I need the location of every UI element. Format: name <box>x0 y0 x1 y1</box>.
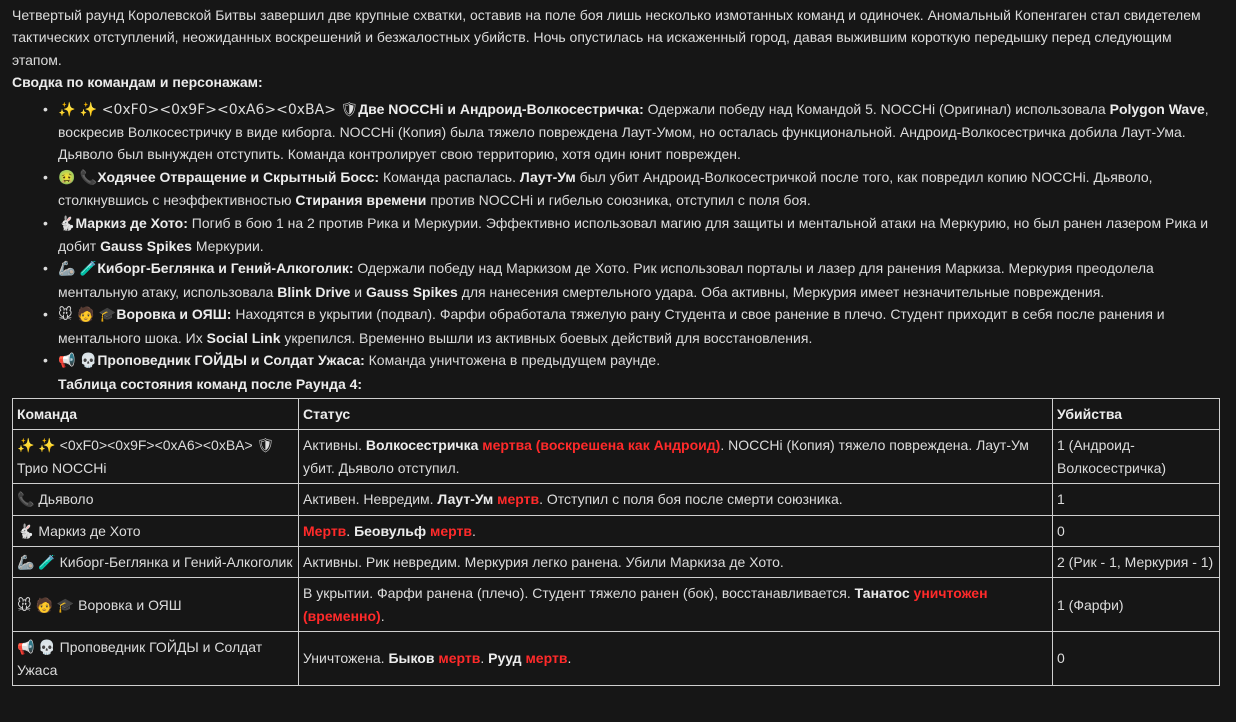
text-run: . <box>471 522 476 539</box>
header-status: Статус <box>299 398 1053 429</box>
table-row <box>13 484 1220 515</box>
cell-team: ✨ ✨ <0xF0><0x9F><0xA6><0xBA> 🛡 Трио NOCCHi <box>13 430 299 484</box>
cell-team: 🐇 Маркиз де Хото <box>13 515 299 546</box>
text-run: и <box>350 283 366 300</box>
cell-status <box>299 484 1053 515</box>
text-run: . NOCCHi (Копия) тяжело повреждена. Лаут-Ум убит. Дьяволо отступил. <box>303 437 1029 476</box>
summary-item <box>58 349 1224 372</box>
text-run: Активны. <box>303 437 366 454</box>
table-row <box>13 578 1220 632</box>
table-row <box>13 632 1220 686</box>
bold-term: Танатос <box>854 585 910 602</box>
table-caption: Таблица состояния команд после Раунда 4: <box>58 375 363 392</box>
dead-status: Мертв <box>303 522 347 539</box>
team-emoji-icon: 📢 💀 <box>58 353 98 370</box>
cell-team: 📢 💀 Проповедник ГОЙДЫ и Солдат Ужаса <box>13 632 299 686</box>
text-run: Команда распалась. <box>379 168 520 185</box>
team-title: Киборг-Беглянка и Гений-Алкоголик: <box>97 260 354 277</box>
bold-term: Беовульф <box>354 522 427 539</box>
cell-status <box>299 546 1053 577</box>
summary-item <box>58 303 1224 349</box>
bold-term: Лаут-Ум <box>437 491 494 508</box>
cell-kills: 1 (Андроид-Волкосестричка) <box>1053 430 1220 484</box>
team-title: Проповедник ГОЙДЫ и Солдат Ужаса: <box>97 352 365 369</box>
text-run: Погиб в бою 1 на 2 против Рика и Меркурии. Эффективно использовал магию для защиты и ментальной атаки на Меркурию, но был ранен лазером Рика и добит <box>58 214 1209 255</box>
team-title: Воровка и ОЯШ: <box>116 306 232 323</box>
text-run: для нанесения смертельного удара. Оба активны, Меркурия имеет незначительные повреждения. <box>457 283 1105 300</box>
cell-kills: 0 <box>1053 515 1220 546</box>
dead-status: мертв <box>438 650 481 667</box>
text-run: Активен. Невредим. <box>303 491 438 508</box>
cell-status <box>299 578 1053 632</box>
cell-kills: 1 <box>1053 484 1220 515</box>
dead-status: мертва (воскрешена как Андроид) <box>482 437 721 454</box>
dead-status: мертв <box>497 491 540 508</box>
summary-item <box>58 212 1224 258</box>
summary-item <box>58 166 1224 212</box>
text-run: Уничтожена. <box>303 650 389 667</box>
text-run: . <box>567 650 572 667</box>
bold-term: Волкосестричка <box>365 437 479 454</box>
bold-term: Social Link <box>206 329 281 346</box>
text-run: . <box>346 522 355 539</box>
team-title: Две NOCCHi и Андроид-Волкосестричка: <box>358 100 644 117</box>
text-run: Одержали победу над Маркизом де Хото. Рик использовал порталы и лазер для ранения Маркиза. Меркурия преодолела ментальную атаку, использовала <box>58 260 1154 300</box>
bold-term: Быков <box>388 650 435 667</box>
text-run: Активны. Рик невредим. Меркурия легко ранена. Убили Маркиза де Хото. <box>303 553 784 570</box>
text-run: В укрытии. Фарфи ранена (плечо). Студент тяжело ранен (бок), восстанавливается. <box>303 585 855 602</box>
text-run: Меркурии. <box>191 238 264 255</box>
cell-kills: 0 <box>1053 632 1220 686</box>
table-row <box>13 515 1220 546</box>
team-emoji-icon: 🤢 📞 <box>58 169 98 186</box>
bold-term: Стирания времени <box>295 192 427 209</box>
cell-status <box>299 632 1053 686</box>
table-row <box>13 430 1220 484</box>
header-team: Команда <box>13 398 299 429</box>
intro-paragraph: Четвертый раунд Королевской Битвы завершил две крупные схватки, оставив на поле боя лишь несколько измотанных команд и одиночек. Аномальный Копенгаген стал свидетелем тактических отступлений, неожиданных воскрешений и безжалостных убийств. Ночь опустилась на искаженный город, давая выжившим короткую передышку перед следующим этапом. <box>12 7 1201 68</box>
cell-team: 📞 Дьяволо <box>13 484 299 515</box>
status-table <box>12 398 1220 686</box>
team-title: Маркиз де Хото: <box>75 214 188 231</box>
summary-heading: Сводка по командам и персонажам: <box>12 74 263 91</box>
text-run: укрепился. Временно вышли из активных боевых действий для восстановления. <box>280 329 813 346</box>
dead-status: мертв <box>525 650 568 667</box>
cell-kills: 1 (Фарфи) <box>1053 578 1220 632</box>
text-run: Команда уничтожена в предыдущем раунде. <box>364 352 661 369</box>
cell-status <box>299 515 1053 546</box>
text-run: . Отступил с поля боя после смерти союзника. <box>539 491 843 508</box>
header-kills: Убийства <box>1053 398 1220 429</box>
text-run: Одержали победу над Командой 5. NOCCHi (Оригинал) использовала <box>643 100 1110 117</box>
cell-team: 🦾 🧪 Киборг-Беглянка и Гений-Алкоголик <box>13 546 299 577</box>
text-run: против NOCCHi и гибелью союзника, отступил с поля боя. <box>426 192 811 209</box>
bold-term: Gauss Spikes <box>366 283 458 300</box>
dead-status: мертв <box>429 522 472 539</box>
team-emoji-icon: 🐇 <box>58 215 76 232</box>
bold-term: Лаут-Ум <box>519 168 576 185</box>
text-run: . <box>480 650 489 667</box>
cell-team: 🐭 🧑 🎓 Воровка и ОЯШ <box>13 578 299 632</box>
cell-kills: 2 (Рик - 1, Меркурия - 1) <box>1053 546 1220 577</box>
bold-term: Рууд <box>488 650 522 667</box>
text-run: Находятся в укрытии (подвал). Фарфи обработала тяжелую рану Студента и свое ранение в плечо. Студент приходит в себя после ранения и ментального шока. Их <box>58 306 1165 346</box>
bold-term: Gauss Spikes <box>100 238 192 255</box>
dead-status: уничтожен (временно) <box>303 585 988 624</box>
text-run: был убит Андроид-Волкосестричкой после того, как повредил копию NOCCHi. Дьяволо, столкнувшись с неэффективностью <box>58 168 1153 209</box>
cell-status <box>299 430 1053 484</box>
bold-term: Blink Drive <box>277 283 351 300</box>
text-run: , воскресив Волкосестричку в виде киборга. NOCCHi (Копия) была тяжело повреждена Лаут-Умом, но осталась функциональной. Андроид-Волкосестричка добила Лаут-Ума. Дьяволо был вынужден отступить. Команда контролирует свою территорию, хотя один юнит поврежден. <box>58 100 1209 163</box>
table-row <box>13 546 1220 577</box>
bold-term: Polygon Wave <box>1109 100 1205 117</box>
team-emoji-icon: 🦾 🧪 <box>58 261 98 278</box>
team-title: Ходячее Отвращение и Скрытный Босс: <box>97 168 380 185</box>
text-run: . <box>380 607 385 624</box>
summary-item <box>58 98 1224 166</box>
team-emoji-icon: 🐭 🧑 🎓 <box>58 307 117 324</box>
table-header-row <box>13 398 1220 429</box>
team-emoji-icon: ✨ ✨ <0xF0><0x9F><0xA6><0xBA> 🛡 <box>58 101 359 118</box>
summary-item <box>58 257 1224 303</box>
summary-list <box>12 98 1224 373</box>
